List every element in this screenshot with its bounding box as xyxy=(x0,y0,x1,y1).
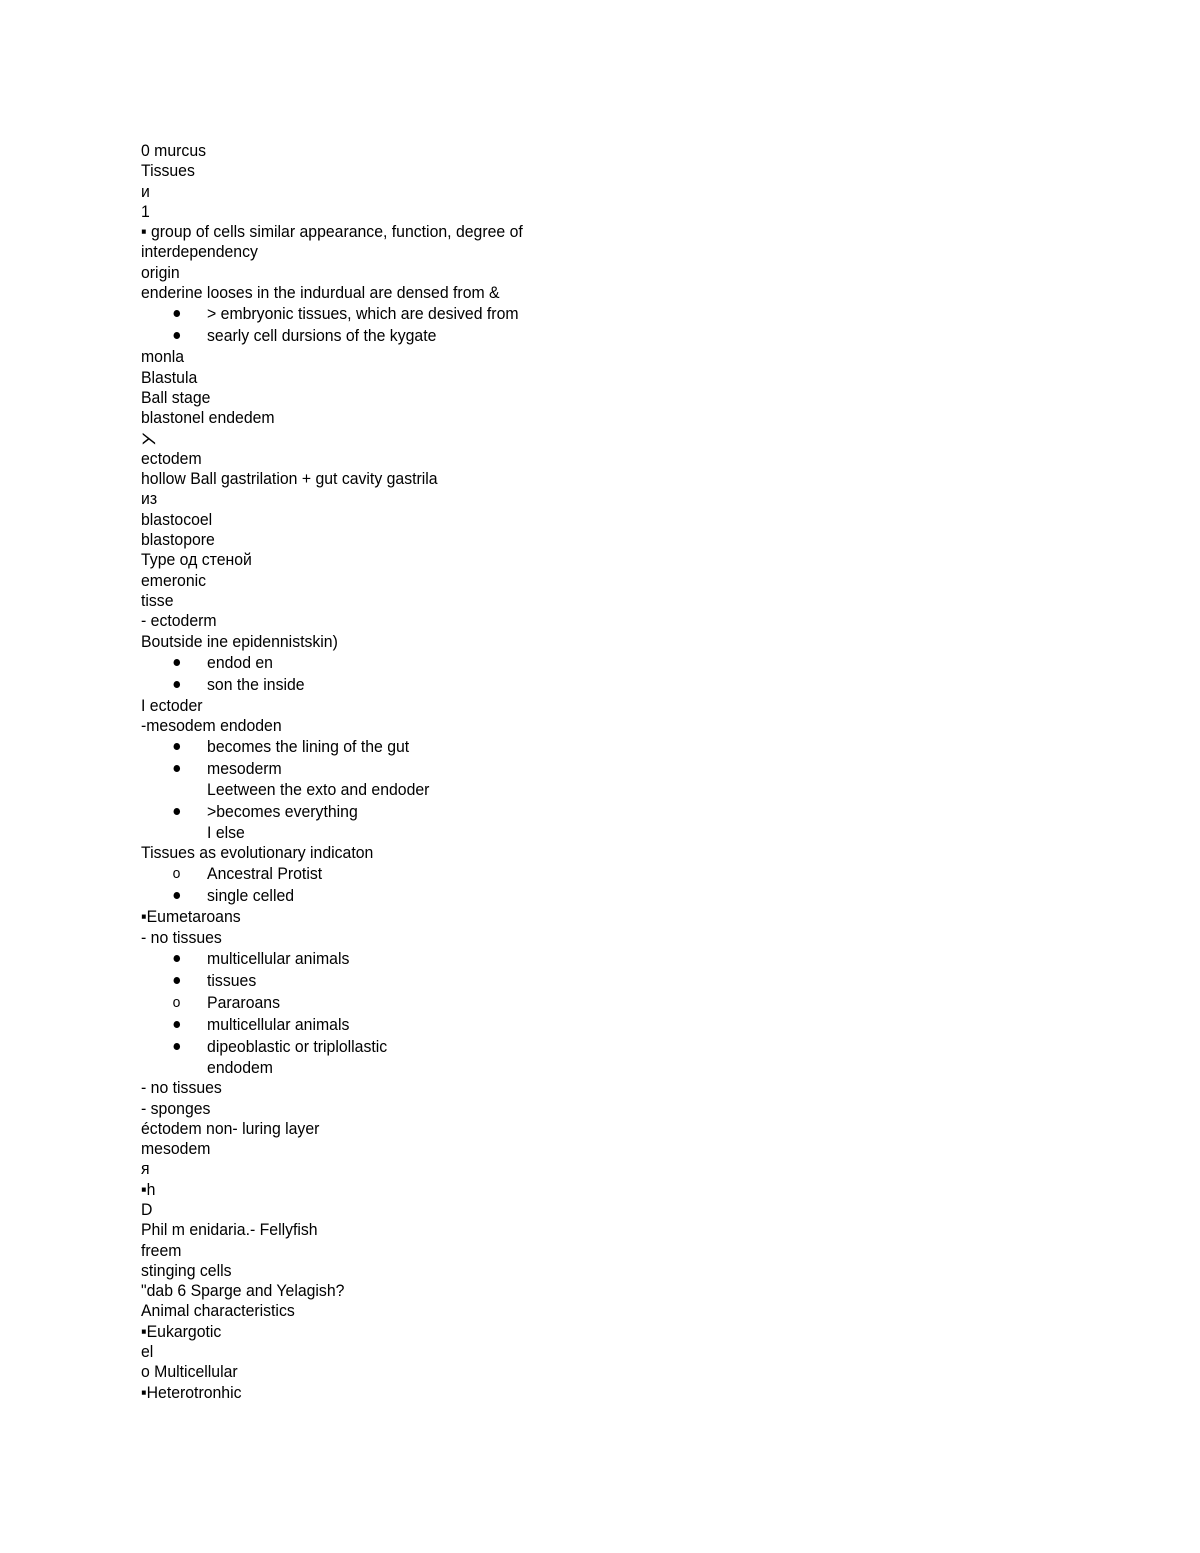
text-line: interdependency xyxy=(141,242,258,262)
text-line: Phil m enidaria.- Fellyfish xyxy=(141,1220,318,1240)
list-item-text: endod en xyxy=(207,652,273,672)
text-line: origin xyxy=(141,262,180,282)
text-line: Animal characteristics xyxy=(141,1301,295,1321)
text-line: hollow Ball gastrilation + gut cavity gastrila xyxy=(141,469,438,489)
text-line: I ectoder xyxy=(141,695,203,715)
text-line: D xyxy=(141,1199,153,1219)
text-line: из xyxy=(141,489,158,509)
list-continuation: endodem xyxy=(207,1057,273,1077)
list-item-text: becomes the lining of the gut xyxy=(207,737,410,757)
list-item-text: Ancestral Protist xyxy=(207,864,323,884)
list-continuation: Leetween the exto and endoder xyxy=(207,780,430,800)
text-line: Ball stage xyxy=(141,387,211,407)
text-line: - ectoderm xyxy=(141,611,217,631)
list-item xyxy=(141,992,978,1014)
text-line: éctodem non- luring layer xyxy=(141,1118,320,1138)
text-line: - sponges xyxy=(141,1098,211,1118)
list-item xyxy=(141,948,978,970)
text-line: и xyxy=(141,181,150,201)
text-line: blastopore xyxy=(141,530,215,550)
text-line: ▪Eumetaroans xyxy=(141,907,241,927)
text-line: emeronic xyxy=(141,570,207,590)
text-line: -mesodem endoden xyxy=(141,716,282,736)
text-line: blastocoel xyxy=(141,509,213,529)
text-line: Tissues as evolutionary indicaton xyxy=(141,843,374,863)
text-line: el xyxy=(141,1342,154,1362)
text-line: я xyxy=(141,1159,150,1179)
list-item xyxy=(141,303,978,325)
text-line: Boutside ine epidennistskin) xyxy=(141,631,338,651)
list-item xyxy=(141,652,978,674)
list-item-text: son the inside xyxy=(207,674,305,694)
bullet-circle-icon: o xyxy=(172,993,181,1011)
text-line: - no tissues xyxy=(141,1078,222,1098)
text-line: ⋋ xyxy=(141,428,157,448)
list-item-text: multicellular animals xyxy=(207,1014,350,1034)
text-line: ▪h xyxy=(141,1179,156,1199)
text-line: ▪ group of cells similar appearance, function, degree of xyxy=(141,222,523,242)
list-item-text: mesoderm xyxy=(207,759,282,779)
text-line: - no tissues xyxy=(141,927,222,947)
list-item xyxy=(141,801,978,823)
text-line: monla xyxy=(141,347,185,367)
text-line: tisse xyxy=(141,590,174,610)
text-line: Tissues xyxy=(141,161,195,181)
text-line: mesodem xyxy=(141,1139,211,1159)
text-line: o Multicellular xyxy=(141,1362,238,1382)
list-item-text: multicellular animals xyxy=(207,948,350,968)
bullet-circle-icon: o xyxy=(172,865,181,883)
text-line: stinging cells xyxy=(141,1260,232,1280)
list-item xyxy=(141,1036,978,1058)
text-line: 0 murcus xyxy=(141,141,207,160)
text-line: ▪Eukargotic xyxy=(141,1321,222,1341)
list-item xyxy=(141,736,978,758)
text-line: freem xyxy=(141,1240,182,1260)
list-item-text: Pararoans xyxy=(207,992,280,1012)
text-line: ectodem xyxy=(141,448,202,468)
list-item xyxy=(141,325,978,347)
text-line: Type од стеной xyxy=(141,550,252,570)
text-line: ▪Heterotronhic xyxy=(141,1382,242,1402)
list-item xyxy=(141,674,978,696)
text-line: 1 xyxy=(141,201,150,221)
list-item xyxy=(141,758,978,780)
document-page xyxy=(141,141,978,1403)
list-item-text: single celled xyxy=(207,886,295,906)
list-continuation: I else xyxy=(207,822,245,842)
list-item-text: dipeoblastic or triplollastic xyxy=(207,1036,388,1056)
list-item xyxy=(141,863,978,885)
text-line: "dab 6 Sparge and Yelagish? xyxy=(141,1281,345,1301)
text-line: blastonel endedem xyxy=(141,408,275,428)
list-item-text: searly cell dursions of the kygate xyxy=(207,326,437,346)
list-item-text: >becomes everything xyxy=(207,801,358,821)
list-item-text: > embryonic tissues, which are desived from xyxy=(207,304,519,324)
text-line: Blastula xyxy=(141,367,198,387)
list-item xyxy=(141,970,978,992)
list-item-text: tissues xyxy=(207,970,257,990)
list-item xyxy=(141,885,978,907)
text-line: enderine looses in the indurdual are densed from & xyxy=(141,283,500,303)
list-item xyxy=(141,1014,978,1036)
